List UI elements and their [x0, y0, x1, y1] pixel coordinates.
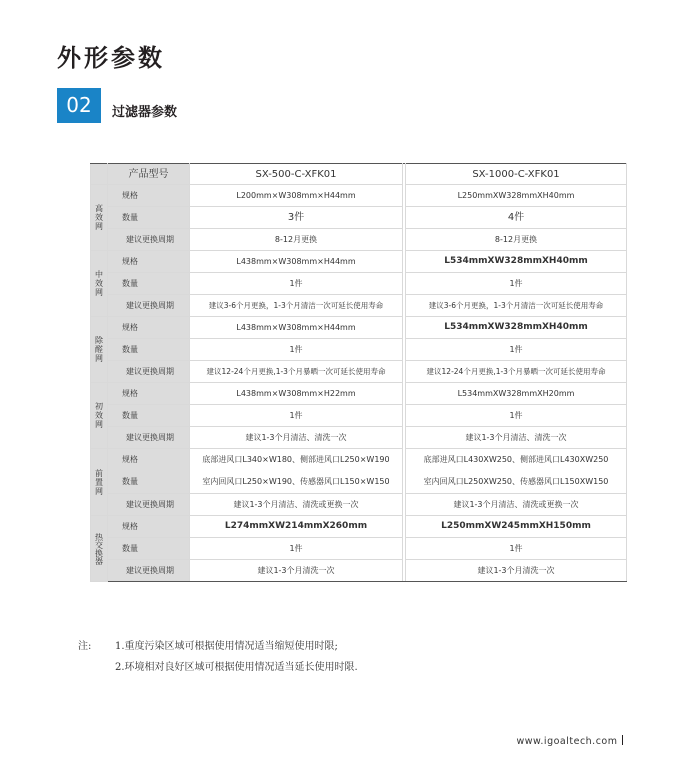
row-label: 建议更换周期 [108, 361, 190, 383]
qty-value: 1件 [406, 273, 627, 295]
period-value: 8-12月更换 [190, 229, 403, 251]
table-row [91, 383, 627, 405]
row-label: 数量 [122, 477, 138, 486]
table-row [91, 427, 627, 449]
header-corner [91, 164, 108, 185]
footer-divider [622, 735, 624, 745]
row-label: 建议更换周期 [108, 295, 190, 317]
group-label-primary: 初效网 [91, 383, 108, 449]
table-row [91, 339, 627, 361]
spec-value: L534mmXW328mmXH40mm [406, 251, 627, 273]
group-label-hepa: 高效网 [91, 185, 108, 251]
table-row [91, 207, 627, 229]
qty-value: 4件 [406, 207, 627, 229]
period-value: 建议12-24个月更换,1-3个月暴晒一次可延长使用寿命 [406, 361, 627, 383]
row-label: 规格 [108, 516, 190, 538]
section-title: 过滤器参数 [112, 105, 178, 120]
qty-value: 3件 [190, 207, 403, 229]
header-label: 产品型号 [108, 164, 190, 185]
note-line-1 [78, 636, 358, 657]
period-value: 建议1-3个月清洗一次 [190, 560, 403, 582]
period-value: 建议1-3个月清洁、清洗或更换一次 [406, 494, 627, 516]
table-row [91, 560, 627, 582]
table-row [91, 449, 627, 494]
row-label: 数量 [108, 339, 190, 361]
notes [78, 636, 358, 678]
qty-value: 1件 [406, 405, 627, 427]
table-row [91, 538, 627, 560]
spec-value: 底部进风口L430XW250、侧部进风口L430XW250 [423, 455, 609, 464]
spec-value: L438mm×W308mm×H44mm [190, 251, 403, 273]
page-title: 外形参数 [57, 44, 165, 72]
table-row [91, 251, 627, 273]
row-label: 规格 [108, 251, 190, 273]
row-label: 数量 [108, 207, 190, 229]
filter-spec-table [90, 163, 627, 582]
table-row [91, 273, 627, 295]
row-label: 建议更换周期 [108, 427, 190, 449]
header-model-2: SX-1000-C-XFK01 [406, 164, 627, 185]
table-row [91, 516, 627, 538]
period-value: 建议1-3个月清洁、清洗一次 [190, 427, 403, 449]
row-label: 规格 [108, 383, 190, 405]
table-row [91, 494, 627, 516]
spec-value: L534mmXW328mmXH40mm [406, 317, 627, 339]
spec-value: 室内回风口L250×W190、传感器风口L150×W150 [202, 477, 390, 486]
row-label: 建议更换周期 [108, 560, 190, 582]
spec-value-pair [190, 449, 403, 494]
website-link[interactable]: www.igoaltech.com [516, 736, 618, 747]
table-row [91, 185, 627, 207]
row-label: 建议更换周期 [108, 229, 190, 251]
qty-value: 1件 [406, 339, 627, 361]
period-value: 建议3-6个月更换，1-3个月清洁一次可延长使用寿命 [406, 295, 627, 317]
note-text: 1.重度污染区域可根据使用情况适当缩短使用时限; [115, 641, 338, 652]
period-value: 建议12-24个月更换,1-3个月暴晒一次可延长使用寿命 [190, 361, 403, 383]
qty-value: 1件 [190, 339, 403, 361]
row-label: 规格 [122, 455, 138, 464]
row-label: 规格 [108, 317, 190, 339]
spec-value: 底部进风口L340×W180、侧部进风口L250×W190 [202, 455, 390, 464]
footer-url [516, 735, 623, 747]
spec-value-pair [406, 449, 627, 494]
period-value: 8-12月更换 [406, 229, 627, 251]
spec-value: L274mmXW214mmX260mm [190, 516, 403, 538]
table-row [91, 317, 627, 339]
qty-value: 1件 [406, 538, 627, 560]
period-value: 建议1-3个月清洁、清洗或更换一次 [190, 494, 403, 516]
table-row [91, 229, 627, 251]
table-row [91, 295, 627, 317]
spec-value: L438mm×W308mm×H44mm [190, 317, 403, 339]
row-label: 数量 [108, 405, 190, 427]
row-label: 数量 [108, 538, 190, 560]
note-prefix: 注: [78, 641, 92, 652]
period-value: 建议1-3个月清洁、清洗一次 [406, 427, 627, 449]
group-label-heat-exchanger: 热交换器 [91, 516, 108, 582]
note-line-2 [78, 657, 358, 678]
group-label-medium: 中效网 [91, 251, 108, 317]
row-label-pair [108, 449, 190, 494]
header-model-1: SX-500-C-XFK01 [190, 164, 403, 185]
table-row [91, 405, 627, 427]
qty-value: 1件 [190, 273, 403, 295]
row-label: 建议更换周期 [108, 494, 190, 516]
row-label: 规格 [108, 185, 190, 207]
spec-value: 室内回风口L250XW250、传感器风口L150XW150 [423, 477, 609, 486]
spec-value: L250mmXW328mmXH40mm [406, 185, 627, 207]
qty-value: 1件 [190, 405, 403, 427]
qty-value: 1件 [190, 538, 403, 560]
spec-value: L534mmXW328mmXH20mm [406, 383, 627, 405]
row-label: 数量 [108, 273, 190, 295]
period-value: 建议3-6个月更换，1-3个月清洁一次可延长使用寿命 [190, 295, 403, 317]
group-label-formaldehyde: 除醛网 [91, 317, 108, 383]
table-header-row [91, 164, 627, 185]
table-row [91, 361, 627, 383]
group-label-prefilter: 前置网 [91, 449, 108, 516]
spec-value: L200mm×W308mm×H44mm [190, 185, 403, 207]
section-number-badge: 02 [57, 88, 101, 123]
spec-value: L438mm×W308mm×H22mm [190, 383, 403, 405]
spec-value: L250mmXW245mmXH150mm [406, 516, 627, 538]
note-text: 2.环境相对良好区域可根据使用情况适当延长使用时限. [115, 662, 358, 673]
period-value: 建议1-3个月清洗一次 [406, 560, 627, 582]
